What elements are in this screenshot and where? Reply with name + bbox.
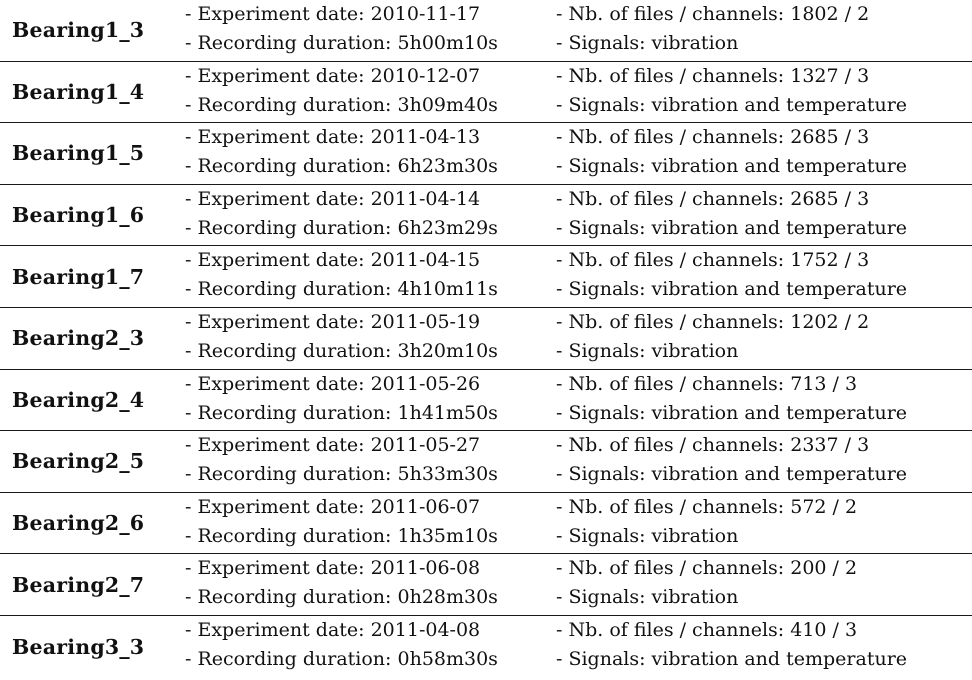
signals: - Signals: vibration (556, 339, 739, 362)
signals: - Signals: vibration and temperature (556, 463, 908, 486)
experiment-date: - Experiment date: 2011-04-08 (185, 618, 481, 641)
bearing-name: Bearing2_7 (12, 572, 145, 597)
recording-duration: - Recording duration: 3h09m40s (185, 93, 498, 116)
table-row (0, 431, 972, 493)
signals: - Signals: vibration and temperature (556, 216, 908, 239)
bearing-name: Bearing1_3 (12, 18, 145, 43)
recording-duration: - Recording duration: 0h28m30s (185, 586, 498, 609)
files-channels: - Nb. of files / channels: 1202 / 2 (556, 310, 870, 333)
signals: - Signals: vibration and temperature (556, 401, 908, 424)
table-row (0, 62, 972, 124)
experiment-date: - Experiment date: 2011-05-19 (185, 310, 481, 333)
recording-duration: - Recording duration: 1h41m50s (185, 401, 498, 424)
table-row (0, 185, 972, 247)
signals: - Signals: vibration (556, 524, 739, 547)
experiment-date: - Experiment date: 2010-12-07 (185, 64, 481, 87)
table-row (0, 493, 972, 555)
files-channels: - Nb. of files / channels: 1327 / 3 (556, 64, 870, 87)
bearing-name: Bearing3_3 (12, 634, 145, 659)
recording-duration: - Recording duration: 6h23m30s (185, 155, 498, 178)
recording-duration: - Recording duration: 4h10m11s (185, 278, 498, 301)
experiment-date: - Experiment date: 2011-04-15 (185, 249, 481, 272)
bearing-name: Bearing2_5 (12, 449, 145, 474)
files-channels: - Nb. of files / channels: 1802 / 2 (556, 3, 870, 25)
experiment-date: - Experiment date: 2011-06-07 (185, 495, 481, 518)
signals: - Signals: vibration and temperature (556, 647, 908, 670)
bearing-name: Bearing2_3 (12, 326, 145, 351)
experiment-date: - Experiment date: 2011-06-08 (185, 557, 481, 580)
experiment-date: - Experiment date: 2011-05-27 (185, 434, 481, 457)
files-channels: - Nb. of files / channels: 2685 / 3 (556, 187, 870, 210)
files-channels: - Nb. of files / channels: 713 / 3 (556, 372, 858, 395)
bearing-name: Bearing1_4 (12, 79, 145, 104)
table-row (0, 123, 972, 185)
files-channels: - Nb. of files / channels: 572 / 2 (556, 495, 858, 518)
experiment-date: - Experiment date: 2011-04-14 (185, 187, 481, 210)
signals: - Signals: vibration and temperature (556, 93, 908, 116)
table-row (0, 246, 972, 308)
signals: - Signals: vibration (556, 32, 739, 54)
files-channels: - Nb. of files / channels: 2337 / 3 (556, 434, 870, 457)
files-channels: - Nb. of files / channels: 2685 / 3 (556, 126, 870, 149)
recording-duration: - Recording duration: 0h58m30s (185, 647, 498, 670)
table-row (0, 370, 972, 432)
experiment-date: - Experiment date: 2010-11-17 (185, 3, 481, 25)
experiment-date: - Experiment date: 2011-04-13 (185, 126, 481, 149)
bearing-name: Bearing1_6 (12, 203, 145, 228)
signals: - Signals: vibration and temperature (556, 155, 908, 178)
signals: - Signals: vibration and temperature (556, 278, 908, 301)
recording-duration: - Recording duration: 3h20m10s (185, 339, 498, 362)
signals: - Signals: vibration (556, 586, 739, 609)
recording-duration: - Recording duration: 6h23m29s (185, 216, 498, 239)
recording-duration: - Recording duration: 1h35m10s (185, 524, 498, 547)
bearing-name: Bearing2_6 (12, 511, 145, 536)
recording-duration: - Recording duration: 5h33m30s (185, 463, 498, 486)
bearing-name: Bearing2_4 (12, 387, 145, 412)
bearing-name: Bearing1_5 (12, 141, 145, 166)
bearing-name: Bearing1_7 (12, 264, 145, 289)
experiment-date: - Experiment date: 2011-05-26 (185, 372, 481, 395)
files-channels: - Nb. of files / channels: 200 / 2 (556, 557, 858, 580)
table-row (0, 308, 972, 370)
files-channels: - Nb. of files / channels: 410 / 3 (556, 618, 858, 641)
recording-duration: - Recording duration: 5h00m10s (185, 32, 498, 54)
table-row (0, 554, 972, 616)
files-channels: - Nb. of files / channels: 1752 / 3 (556, 249, 870, 272)
table-row (0, 0, 972, 62)
table-row (0, 616, 972, 678)
